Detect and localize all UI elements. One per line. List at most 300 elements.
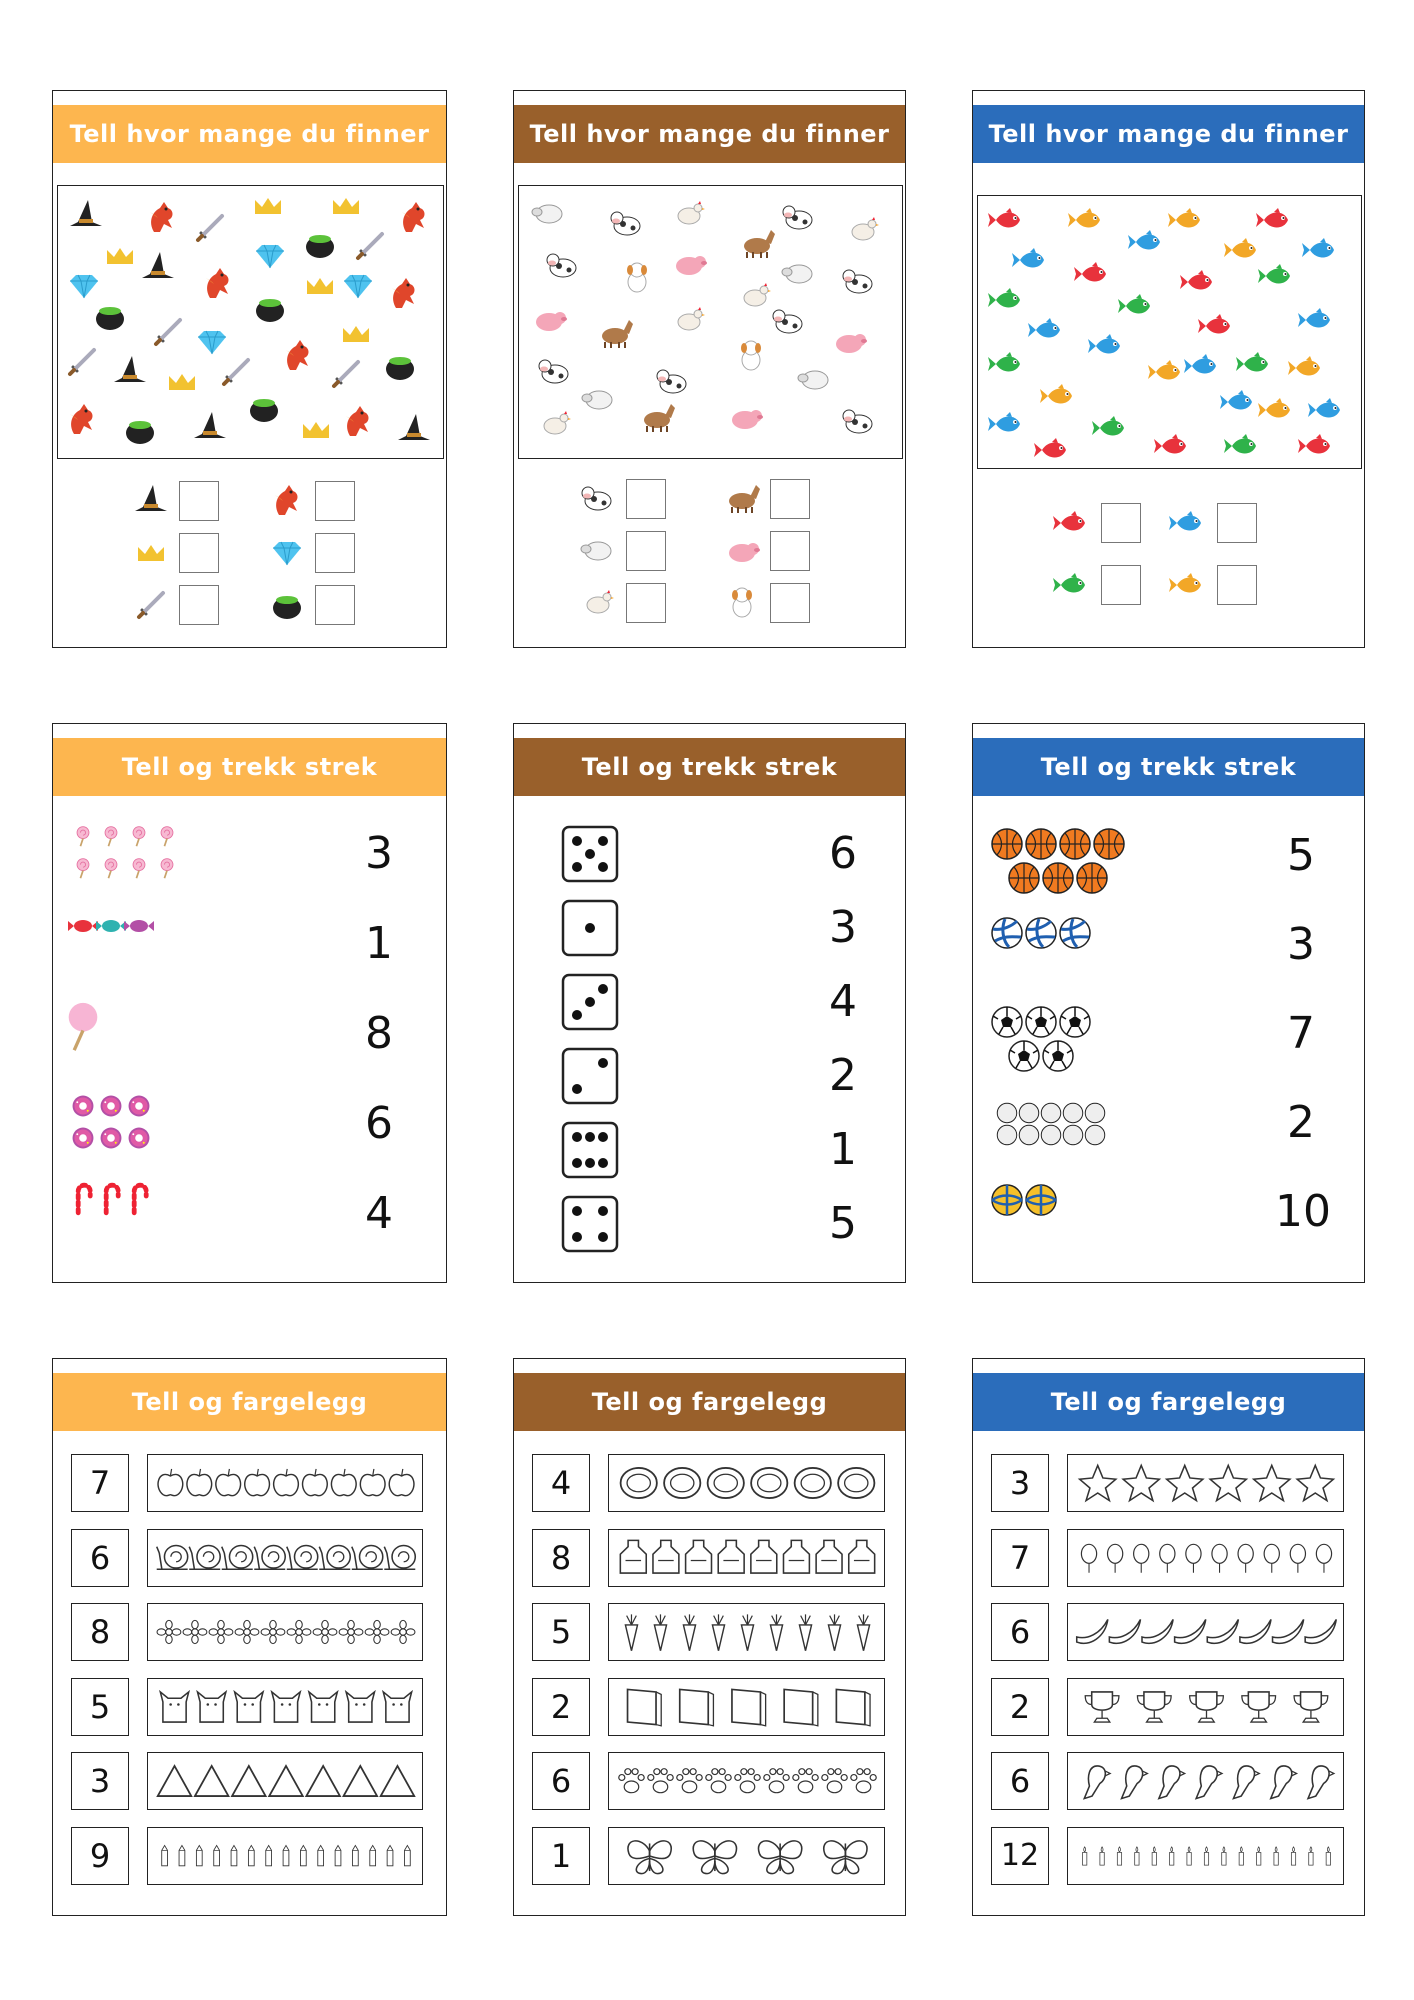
- green-fish-icon: [1118, 294, 1150, 314]
- blue-fish-icon: [1088, 334, 1120, 354]
- answer-box[interactable]: [315, 533, 355, 573]
- dragon-icon: [392, 278, 415, 308]
- apple-strip[interactable]: [147, 1454, 423, 1512]
- fantasy-scene: [57, 185, 444, 459]
- orange-fish-icon: [1224, 238, 1256, 258]
- candy-cane-icon: [106, 1185, 118, 1213]
- lollipop-icon: [105, 859, 117, 879]
- pig-icon: [722, 531, 762, 571]
- count-number: 2: [1287, 1097, 1315, 1148]
- sword-icon: [358, 234, 382, 258]
- chicken-icon: [678, 307, 705, 330]
- apple-icon: [158, 1469, 183, 1496]
- pencil-strip[interactable]: [147, 1827, 423, 1885]
- volleyball-icon: [992, 918, 1022, 948]
- count-number-box: 6: [532, 1752, 590, 1810]
- red-fish-icon: [988, 208, 1020, 228]
- basketball-icon: [992, 829, 1022, 859]
- balloon-icon: [1212, 1544, 1227, 1572]
- golfball-icon: [1063, 1103, 1083, 1123]
- answer-box[interactable]: [626, 531, 666, 571]
- farm-scene: [518, 185, 903, 459]
- witch-hat-icon: [114, 356, 146, 382]
- book-icon: [784, 1689, 818, 1725]
- worksheet-draw-sweets: [52, 723, 447, 1283]
- cauldron-icon: [267, 585, 307, 625]
- candle-icon: [1187, 1846, 1191, 1864]
- count-number: 10: [1275, 1186, 1331, 1237]
- answer-box[interactable]: [315, 585, 355, 625]
- count-number-box: 6: [991, 1603, 1049, 1661]
- chicken-icon: [678, 201, 705, 224]
- football-icon: [1060, 1007, 1090, 1037]
- flower-icon: [365, 1620, 389, 1643]
- donut-icon-group: [67, 1084, 177, 1164]
- pencil-icon: [248, 1845, 254, 1865]
- red-fish-icon: [1053, 503, 1093, 543]
- snail-icon: [384, 1545, 415, 1569]
- parrot-icon: [1084, 1766, 1110, 1799]
- pencil-icon: [196, 1845, 202, 1865]
- carrot-icon: [828, 1614, 840, 1650]
- sword-icon: [198, 216, 222, 240]
- witch-hat-icon: [142, 252, 174, 278]
- candle-icon: [1082, 1846, 1086, 1864]
- donut-icon: [129, 1128, 150, 1149]
- pig-icon: [732, 410, 763, 429]
- dragon-icon: [150, 202, 173, 232]
- apple-icon: [245, 1469, 270, 1496]
- chicken-icon: [852, 217, 879, 240]
- football-icon: [1043, 1041, 1073, 1071]
- pencil-icon: [162, 1845, 168, 1865]
- apple-icon: [303, 1469, 328, 1496]
- banana-icon: [1305, 1619, 1336, 1643]
- blue-fish-icon: [1128, 230, 1160, 250]
- parrot-icon: [1271, 1766, 1297, 1799]
- golfball-icon: [1085, 1103, 1105, 1123]
- blue-fish-icon: [988, 412, 1020, 432]
- basketball-icon: [1009, 863, 1039, 893]
- apple-icon: [389, 1469, 414, 1496]
- count-number: 3: [1287, 919, 1315, 970]
- paw-strip[interactable]: [608, 1752, 885, 1810]
- carrot-strip[interactable]: [608, 1603, 885, 1661]
- answer-box[interactable]: [179, 481, 219, 521]
- banana-strip[interactable]: [1067, 1603, 1344, 1661]
- cotton-candy-icon-group: [67, 994, 177, 1074]
- answer-box[interactable]: [179, 585, 219, 625]
- candy-cane-icon-group: [67, 1174, 177, 1254]
- basketball-icon: [1060, 829, 1090, 859]
- crown-icon: [107, 248, 133, 264]
- cow-icon: [783, 206, 812, 229]
- coin-strip[interactable]: [608, 1454, 885, 1512]
- count-number-box: 5: [71, 1678, 129, 1736]
- banana-icon: [1175, 1619, 1206, 1643]
- worksheet-title: Tell hvor mange du finner: [53, 105, 446, 163]
- cauldron-icon: [250, 399, 278, 422]
- paw-icon: [706, 1769, 731, 1793]
- crown-icon: [169, 374, 195, 390]
- volleyball-icon: [1060, 918, 1090, 948]
- donut-icon: [73, 1128, 94, 1149]
- worksheet-title: Tell og trekk strek: [514, 738, 905, 796]
- coin-icon: [708, 1468, 744, 1498]
- diamond-icon: [256, 245, 284, 268]
- carrot-icon: [625, 1614, 637, 1650]
- answer-box[interactable]: [1217, 565, 1257, 605]
- cow-icon: [773, 310, 802, 333]
- candle-icon: [1239, 1846, 1243, 1864]
- pencil-icon: [179, 1845, 185, 1865]
- pencil-icon: [387, 1845, 393, 1865]
- cat-icon: [309, 1691, 337, 1721]
- pencil-icon: [214, 1845, 220, 1865]
- dragon-icon: [206, 268, 229, 298]
- parrot-strip[interactable]: [1067, 1752, 1344, 1810]
- triangle-icon: [344, 1766, 378, 1796]
- flower-icon: [339, 1620, 363, 1643]
- apple-icon: [331, 1469, 356, 1496]
- answer-box[interactable]: [1101, 503, 1141, 543]
- snail-icon: [189, 1545, 220, 1569]
- vase-icon: [718, 1540, 744, 1573]
- count-number: 2: [829, 1050, 857, 1101]
- golfball-icon: [1019, 1103, 1039, 1123]
- candle-icon: [1291, 1846, 1295, 1864]
- dice-two-icon: [560, 1046, 620, 1106]
- witch-hat-icon: [398, 414, 430, 440]
- starfish-icon: [1080, 1465, 1116, 1500]
- worksheet-find-fish: [972, 90, 1365, 648]
- balloon-icon: [1238, 1544, 1253, 1572]
- paw-icon: [764, 1769, 789, 1793]
- apple-icon: [274, 1469, 299, 1496]
- green-fish-icon: [988, 352, 1020, 372]
- paw-icon: [735, 1769, 760, 1793]
- count-number-box: 3: [71, 1752, 129, 1810]
- red-fish-icon: [1180, 270, 1212, 290]
- paw-icon: [619, 1769, 644, 1793]
- cow-icon: [578, 479, 618, 519]
- cauldron-icon: [306, 235, 334, 258]
- red-fish-icon: [1198, 314, 1230, 334]
- triangle-icon: [306, 1766, 340, 1796]
- cat-icon: [197, 1691, 225, 1721]
- flower-icon: [183, 1620, 207, 1643]
- dragon-icon: [70, 404, 93, 434]
- trophy-icon: [1085, 1691, 1119, 1721]
- dragon-icon: [402, 202, 425, 232]
- worksheet-color-shapes: [52, 1358, 447, 1916]
- flower-icon: [235, 1620, 259, 1643]
- crown-icon: [303, 422, 329, 438]
- carrot-icon: [712, 1614, 724, 1650]
- balloon-icon: [1160, 1544, 1175, 1572]
- banana-icon: [1273, 1619, 1304, 1643]
- flower-icon: [313, 1620, 337, 1643]
- golfball-icon: [1085, 1125, 1105, 1145]
- golfball-icon: [1019, 1125, 1039, 1145]
- sword-icon: [70, 350, 94, 374]
- count-number: 7: [1287, 1008, 1315, 1059]
- cauldron-icon: [96, 307, 124, 330]
- orange-fish-icon: [1168, 208, 1200, 228]
- green-fish-icon: [1053, 565, 1093, 605]
- book-icon: [732, 1689, 766, 1725]
- volleyball-icon: [1026, 918, 1056, 948]
- coin-icon: [621, 1468, 657, 1498]
- dragon-icon: [346, 406, 369, 436]
- donut-icon: [101, 1128, 122, 1149]
- witch-hat-icon: [70, 200, 102, 226]
- worksheet-draw-dice: [513, 723, 906, 1283]
- count-number: 8: [365, 1008, 393, 1059]
- blue-fish-icon: [1028, 318, 1060, 338]
- blue-fish-icon: [1184, 354, 1216, 374]
- answer-box[interactable]: [1101, 565, 1141, 605]
- parrot-icon: [1196, 1766, 1222, 1799]
- crown-icon: [307, 278, 333, 294]
- answer-box[interactable]: [1217, 503, 1257, 543]
- orange-fish-icon: [1148, 360, 1180, 380]
- blue-fish-icon: [1298, 308, 1330, 328]
- sword-icon: [156, 320, 180, 344]
- answer-box[interactable]: [770, 531, 810, 571]
- count-number-box: 7: [71, 1454, 129, 1512]
- green-fish-icon: [1092, 416, 1124, 436]
- dice-five-icon: [560, 824, 620, 884]
- sheep-icon: [532, 205, 562, 223]
- candy-icon-group: [67, 904, 177, 984]
- cauldron-icon: [256, 299, 284, 322]
- green-fish-icon: [1236, 352, 1268, 372]
- chicken-icon: [544, 411, 571, 434]
- cat-strip[interactable]: [147, 1678, 423, 1736]
- candle-icon: [1152, 1846, 1156, 1864]
- cow-icon: [843, 410, 872, 433]
- snail-icon: [222, 1545, 253, 1569]
- horse-icon: [722, 479, 762, 519]
- golfball-icon: [1041, 1103, 1061, 1123]
- diamond-icon: [344, 275, 372, 298]
- red-fish-icon: [1298, 434, 1330, 454]
- answer-box[interactable]: [626, 583, 666, 623]
- candy-cane-icon: [78, 1185, 90, 1213]
- count-number-box: 2: [991, 1678, 1049, 1736]
- basketball-icon: [1043, 863, 1073, 893]
- trophy-strip[interactable]: [1067, 1678, 1344, 1736]
- count-number-box: 6: [71, 1529, 129, 1587]
- fish-scene: [977, 195, 1362, 469]
- pig-icon: [676, 256, 707, 275]
- red-fish-icon: [1034, 438, 1066, 458]
- count-number: 4: [829, 976, 857, 1027]
- crown-icon: [255, 198, 281, 214]
- candle-icon: [1117, 1846, 1121, 1864]
- lollipop-icon: [161, 859, 173, 879]
- lollipop-icon: [105, 827, 117, 847]
- snail-icon: [319, 1545, 350, 1569]
- balloon-icon: [1186, 1544, 1201, 1572]
- candle-icon: [1274, 1846, 1278, 1864]
- pencil-icon: [404, 1845, 410, 1865]
- banana-icon: [1077, 1619, 1108, 1643]
- answer-box[interactable]: [626, 479, 666, 519]
- worksheet-title: Tell hvor mange du finner: [514, 105, 905, 163]
- triangle-icon: [158, 1766, 192, 1796]
- flower-icon: [391, 1620, 415, 1643]
- candle-icon: [1222, 1846, 1226, 1864]
- green-fish-icon: [1258, 264, 1290, 284]
- count-number-box: 6: [991, 1752, 1049, 1810]
- flower-strip[interactable]: [147, 1603, 423, 1661]
- snail-icon: [352, 1545, 383, 1569]
- handball-icon: [1026, 1185, 1056, 1215]
- apple-icon: [216, 1469, 241, 1496]
- carrot-icon: [741, 1614, 753, 1650]
- count-number-box: 4: [532, 1454, 590, 1512]
- banana-icon: [1142, 1619, 1173, 1643]
- golfball-icon: [1063, 1125, 1083, 1145]
- trophy-icon: [1137, 1691, 1171, 1721]
- parrot-icon: [1308, 1766, 1334, 1799]
- cow-icon: [547, 254, 576, 277]
- candle-strip[interactable]: [1067, 1827, 1344, 1885]
- snail-icon: [254, 1545, 285, 1569]
- balloon-icon: [1108, 1544, 1123, 1572]
- blue-fish-icon: [1308, 398, 1340, 418]
- answer-box[interactable]: [770, 583, 810, 623]
- count-number: 3: [365, 828, 393, 879]
- green-fish-icon: [988, 288, 1020, 308]
- answer-box[interactable]: [315, 481, 355, 521]
- donut-icon: [101, 1096, 122, 1117]
- crown-icon: [333, 198, 359, 214]
- blue-fish-icon: [1220, 390, 1252, 410]
- candy-icon: [68, 920, 98, 932]
- worksheet-find-farm: [513, 90, 906, 648]
- vase-icon: [653, 1540, 679, 1573]
- sword-icon: [334, 362, 358, 386]
- cat-icon: [383, 1691, 411, 1721]
- worksheet-title: Tell hvor mange du finner: [973, 105, 1364, 163]
- orange-fish-icon: [1169, 565, 1209, 605]
- count-number: 6: [829, 828, 857, 879]
- pencil-icon: [370, 1845, 376, 1865]
- worksheet-draw-balls: [972, 723, 1365, 1283]
- count-number-box: 1: [532, 1827, 590, 1885]
- starfish-strip[interactable]: [1067, 1454, 1344, 1512]
- count-number: 1: [365, 918, 393, 969]
- orange-fish-icon: [1258, 398, 1290, 418]
- worksheet-title: Tell og trekk strek: [973, 738, 1364, 796]
- donut-icon: [73, 1096, 94, 1117]
- pencil-icon: [266, 1845, 272, 1865]
- vase-icon: [783, 1540, 809, 1573]
- worksheet-color-party: [972, 1358, 1365, 1916]
- trophy-icon: [1294, 1691, 1328, 1721]
- answer-box[interactable]: [770, 479, 810, 519]
- vase-strip[interactable]: [608, 1529, 885, 1587]
- triangle-strip[interactable]: [147, 1752, 423, 1810]
- flower-icon: [157, 1620, 181, 1643]
- book-strip[interactable]: [608, 1678, 885, 1736]
- sheep-icon: [798, 371, 828, 389]
- diamond-icon: [198, 331, 226, 354]
- football-icon: [1026, 1007, 1056, 1037]
- paw-icon: [648, 1769, 673, 1793]
- flower-icon: [261, 1620, 285, 1643]
- starfish-icon: [1254, 1465, 1290, 1500]
- donut-icon: [129, 1096, 150, 1117]
- golfball-icon: [997, 1103, 1017, 1123]
- butterfly-strip[interactable]: [608, 1827, 885, 1885]
- candy-icon: [124, 920, 154, 932]
- snail-icon: [157, 1545, 188, 1569]
- count-number: 5: [829, 1198, 857, 1249]
- crown-icon: [131, 533, 171, 573]
- coin-icon: [664, 1468, 700, 1498]
- count-number-box: 9: [71, 1827, 129, 1885]
- dice-four-icon: [560, 1194, 620, 1254]
- pig-icon: [536, 312, 567, 331]
- count-number: 5: [1287, 830, 1315, 881]
- coin-icon: [751, 1468, 787, 1498]
- candle-icon: [1326, 1846, 1330, 1864]
- dice-three-icon: [560, 972, 620, 1032]
- cat-icon: [160, 1691, 188, 1721]
- worksheet-color-objects: [513, 1358, 906, 1916]
- sheep-icon: [782, 265, 812, 283]
- candy-cane-icon: [134, 1185, 146, 1213]
- lollipop-icon: [77, 859, 89, 879]
- orange-fish-icon: [1068, 208, 1100, 228]
- trophy-icon: [1190, 1691, 1224, 1721]
- football-icon: [1009, 1041, 1039, 1071]
- cow-icon: [611, 212, 640, 235]
- count-number: 1: [829, 1124, 857, 1175]
- paw-icon: [677, 1769, 702, 1793]
- candle-icon: [1170, 1846, 1174, 1864]
- worksheet-title: Tell og fargelegg: [514, 1373, 905, 1431]
- crown-icon: [343, 326, 369, 342]
- cat-icon: [346, 1691, 374, 1721]
- basketball-icon: [1094, 829, 1124, 859]
- lollipop-icon: [133, 827, 145, 847]
- starfish-icon: [1297, 1465, 1333, 1500]
- chicken-icon: [744, 283, 771, 306]
- lollipop-icon: [133, 859, 145, 879]
- count-number-box: 3: [991, 1454, 1049, 1512]
- count-number-box: 7: [991, 1529, 1049, 1587]
- horse-icon: [644, 404, 675, 432]
- worksheet-find-fantasy: [52, 90, 447, 648]
- green-fish-icon: [1224, 434, 1256, 454]
- cow-icon: [539, 360, 568, 383]
- golfball-icon: [997, 1125, 1017, 1145]
- answer-box[interactable]: [179, 533, 219, 573]
- count-number-box: 2: [532, 1678, 590, 1736]
- lollipop-icon: [161, 827, 173, 847]
- sword-icon: [224, 360, 248, 384]
- balloon-strip[interactable]: [1067, 1529, 1344, 1587]
- blue-fish-icon: [1169, 503, 1209, 543]
- snail-strip[interactable]: [147, 1529, 423, 1587]
- orange-fish-icon: [1040, 384, 1072, 404]
- carrot-icon: [799, 1614, 811, 1650]
